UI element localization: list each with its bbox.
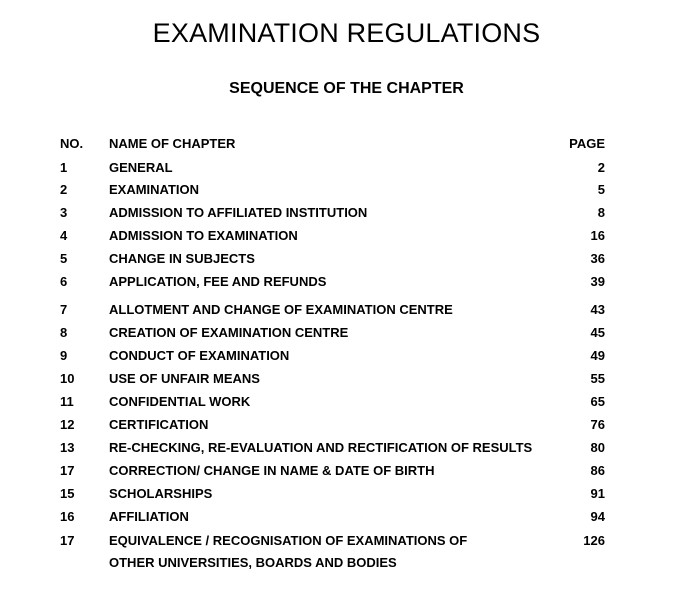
- table-row: [0, 439, 693, 457]
- chapter-no: 11: [60, 394, 74, 409]
- chapter-no: 5: [60, 251, 68, 266]
- table-row: [0, 393, 693, 411]
- table-row: [0, 301, 693, 319]
- chapter-page: 126: [583, 533, 605, 548]
- chapter-name: RE-CHECKING, RE-EVALUATION AND RECTIFICATION OF RESULTS: [109, 440, 533, 455]
- chapter-page: 39: [590, 274, 605, 289]
- chapter-page: 94: [590, 509, 605, 524]
- column-header-name: NAME OF CHAPTER: [109, 136, 236, 151]
- chapter-name: ALLOTMENT AND CHANGE OF EXAMINATION CENTRE: [109, 302, 453, 317]
- chapter-page: 36: [590, 251, 605, 266]
- chapter-name: EQUIVALENCE / RECOGNISATION OF EXAMINATIONS OF: [109, 533, 468, 548]
- table-row: [0, 370, 693, 388]
- chapter-no: 3: [60, 205, 68, 220]
- table-row: [0, 508, 693, 526]
- chapter-page: 91: [590, 486, 605, 501]
- chapter-page: 80: [590, 440, 605, 455]
- chapter-name: CONDUCT OF EXAMINATION: [109, 348, 290, 363]
- table-header: [0, 135, 693, 153]
- table-row: [0, 347, 693, 365]
- chapter-page: 65: [590, 394, 605, 409]
- chapter-name: CERTIFICATION: [109, 417, 209, 432]
- chapter-name: CHANGE IN SUBJECTS: [109, 251, 255, 266]
- table-row: [0, 532, 693, 570]
- table-row: [0, 324, 693, 342]
- table-row: [0, 204, 693, 222]
- table-row: [0, 416, 693, 434]
- chapter-page: 76: [590, 417, 605, 432]
- chapter-no: 1: [60, 160, 68, 175]
- column-header-page: PAGE: [569, 136, 605, 151]
- chapter-no: 15: [60, 486, 75, 501]
- chapter-page: 49: [590, 348, 605, 363]
- chapter-no: 17: [60, 533, 75, 548]
- chapter-no: 12: [60, 417, 75, 432]
- chapter-name: AFFILIATION: [109, 509, 189, 524]
- chapter-name: CREATION OF EXAMINATION CENTRE: [109, 325, 349, 340]
- column-header-no: NO.: [60, 136, 84, 151]
- chapter-name-continued: OTHER UNIVERSITIES, BOARDS AND BODIES: [109, 555, 397, 570]
- chapter-no: 16: [60, 509, 75, 524]
- chapter-page: 8: [597, 205, 605, 220]
- document-subtitle: SEQUENCE OF THE CHAPTER: [229, 80, 464, 97]
- chapter-name: ADMISSION TO AFFILIATED INSTITUTION: [109, 205, 368, 220]
- table-row: [0, 227, 693, 245]
- chapter-name: EXAMINATION: [109, 182, 200, 197]
- chapter-no: 17: [60, 463, 75, 478]
- chapter-page: 86: [590, 463, 605, 478]
- document-title: EXAMINATION REGULATIONS: [152, 18, 541, 48]
- chapter-page: 16: [590, 228, 605, 243]
- table-row: [0, 181, 693, 199]
- chapter-no: 10: [60, 371, 75, 386]
- chapter-no: 8: [60, 325, 68, 340]
- chapter-no: 4: [60, 228, 68, 243]
- chapter-no: 6: [60, 274, 68, 289]
- table-row: [0, 159, 693, 177]
- chapter-name: CORRECTION/ CHANGE IN NAME & DATE OF BIRTH: [109, 463, 435, 478]
- chapter-name: ADMISSION TO EXAMINATION: [109, 228, 298, 243]
- chapter-page: 45: [590, 325, 605, 340]
- chapter-page: 43: [590, 302, 605, 317]
- chapter-page: 2: [597, 160, 605, 175]
- table-row: [0, 462, 693, 480]
- chapter-name: USE OF UNFAIR MEANS: [109, 371, 260, 386]
- chapter-name: APPLICATION, FEE AND REFUNDS: [109, 274, 327, 289]
- chapter-name: SCHOLARSHIPS: [109, 486, 213, 501]
- chapter-no: 9: [60, 348, 68, 363]
- chapter-page: 55: [590, 371, 605, 386]
- chapter-no: 2: [60, 182, 68, 197]
- chapter-no: 7: [60, 302, 68, 317]
- chapter-page: 5: [597, 182, 605, 197]
- table-row: [0, 485, 693, 503]
- chapter-name: CONFIDENTIAL WORK: [109, 394, 251, 409]
- table-row: [0, 250, 693, 268]
- table-row: [0, 273, 693, 291]
- chapter-no: 13: [60, 440, 75, 455]
- chapter-name: GENERAL: [109, 160, 173, 175]
